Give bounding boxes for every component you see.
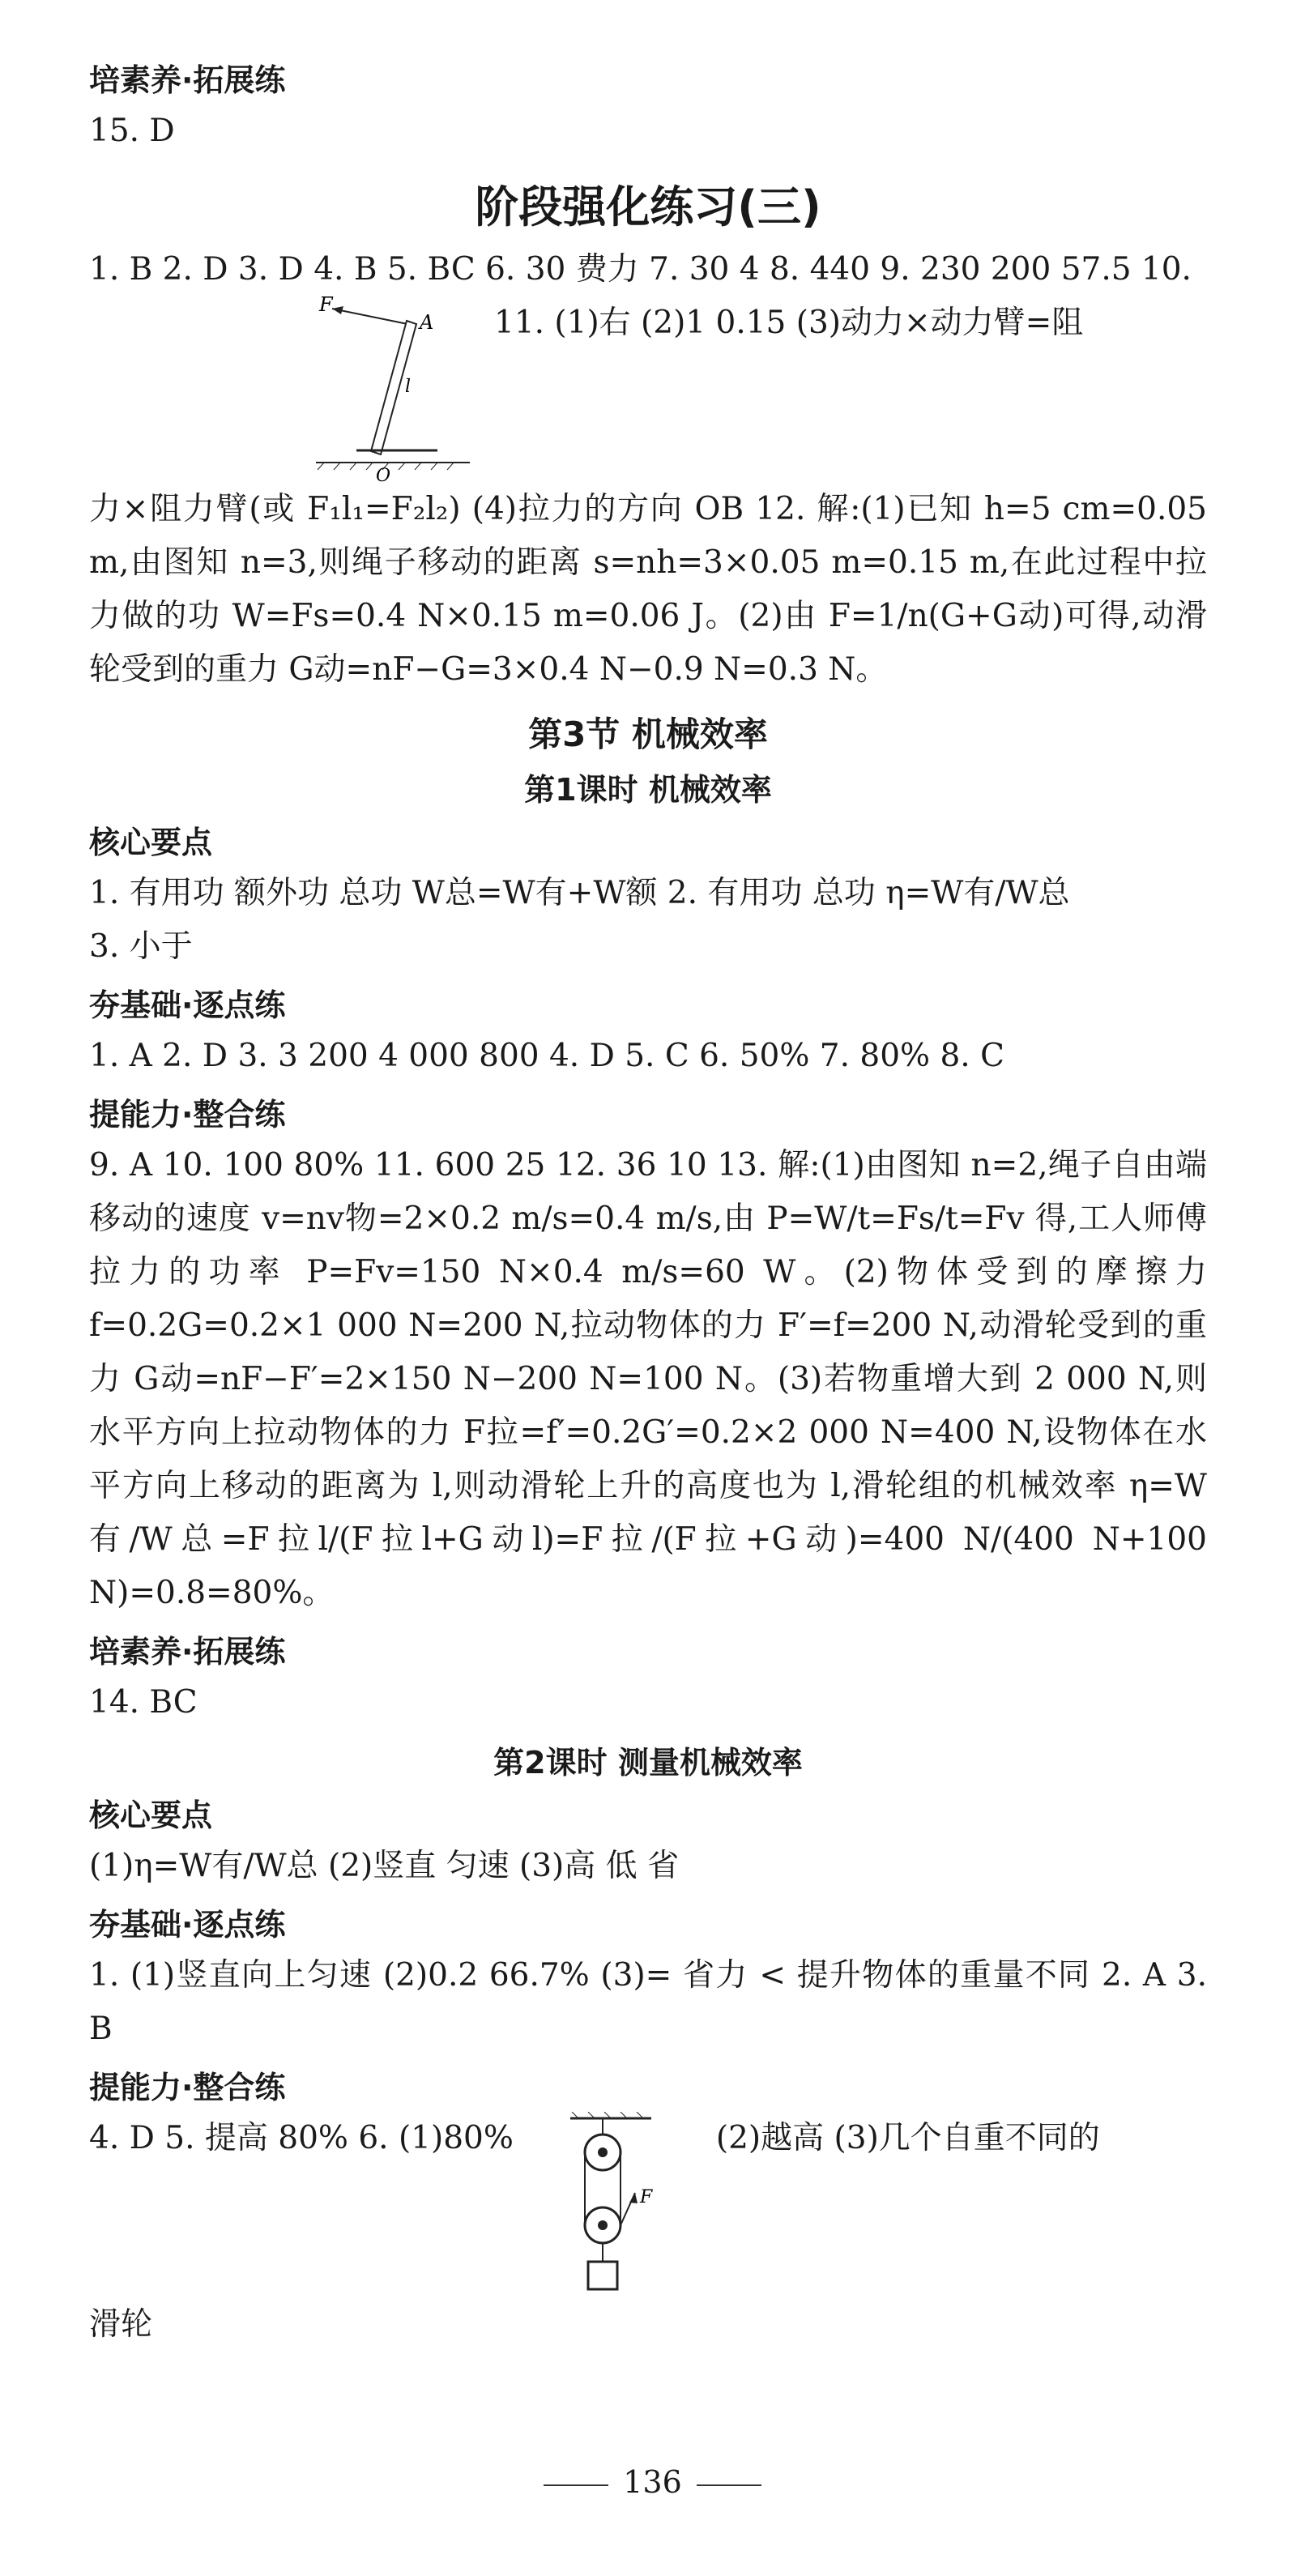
answer-line: (1)η=W有/W总 (2)竖直 匀速 (3)高 低 省 bbox=[89, 1848, 680, 1884]
answer-line: 11. (1)右 (2)1 0.15 (3)动力×动力臂=阻 bbox=[494, 305, 1084, 341]
lever-l-label: l bbox=[405, 377, 412, 397]
section-heading-core: 核心要点 bbox=[89, 825, 213, 860]
answer-page bbox=[89, 49, 1207, 2352]
answer-line: 1. A 2. D 3. 3 200 4 000 800 4. D 5. C 6. 50% 7. 80% 8. C bbox=[89, 1038, 1004, 1074]
answer-line: 15. D bbox=[89, 113, 175, 149]
lever-O-label: O bbox=[376, 466, 391, 483]
pulley-F-label: F bbox=[639, 2187, 653, 2207]
section-heading-basic: 夯基础·逐点练 bbox=[89, 987, 286, 1023]
lesson-title: 第2课时 测量机械效率 bbox=[493, 1745, 803, 1781]
lever-figure bbox=[316, 296, 478, 483]
answer-line: 14. BC bbox=[89, 1684, 198, 1721]
answer-paragraph: 1. (1)竖直向上匀速 (2)0.2 66.7% (3)= 省力 < 提升物体的重量不同 2. A 3. B bbox=[89, 1957, 1207, 2047]
answer-paragraph: 力×阻力臂(或 F₁l₁=F₂l₂) (4)拉力的方向 OB 12. 解:(1)已知 h=5 cm=0.05 m,由图知 n=3,则绳子移动的距离 s=nh=3×0.05 m=0.15 m,在此过程中拉力做的功 W=Fs=0.4 N×0.15 m=0.06 J。(2)由 F=1/n(G+G动)可得,动滑轮受到的重力 G动=nF−G=3×0.4 N−0.9 N=0.3 N。 bbox=[89, 491, 1207, 688]
section-heading-extend: 培素养·拓展练 bbox=[89, 1634, 286, 1670]
lever-row bbox=[89, 296, 1207, 483]
page-number-dash bbox=[697, 2484, 761, 2486]
page-number-dash bbox=[544, 2484, 608, 2486]
section-heading-ability: 提能力·整合练 bbox=[89, 2070, 286, 2105]
section-heading-extend: 培素养·拓展练 bbox=[89, 62, 286, 98]
answer-line: (2)越高 (3)几个自重不同的 bbox=[715, 2120, 1100, 2156]
answer-line: 滑轮 bbox=[89, 2306, 153, 2343]
lesson-title: 第1课时 机械效率 bbox=[524, 772, 772, 808]
page-number-value: 136 bbox=[623, 2464, 682, 2500]
pulley-row bbox=[89, 2112, 1207, 2298]
section-heading-basic: 夯基础·逐点练 bbox=[89, 1907, 286, 1943]
section-heading-ability: 提能力·整合练 bbox=[89, 1097, 286, 1132]
section-heading-core: 核心要点 bbox=[89, 1798, 213, 1833]
stage-title: 阶段强化练习(三) bbox=[475, 181, 821, 232]
answer-line: 3. 小于 bbox=[89, 928, 193, 965]
answer-line: 1. 有用功 额外功 总功 W总=W有+W额 2. 有用功 总功 η=W有/W总 bbox=[89, 875, 1070, 911]
answer-paragraph: 9. A 10. 100 80% 11. 600 25 12. 36 10 13. 解:(1)由图知 n=2,绳子自由端移动的速度 v=nv物=2×0.2 m/s=0.4 m/s,由 P=W/t=Fs/t=Fv 得,工人师傅拉力的功率 P=Fv=150 N×0.4 m/s=60 W。(2)物体受到的摩擦力 f=0.2G=0.2×1 000 N=200 N,拉动物体的力 F′=f=200 N,动滑轮受到的重力 G动=nF−F′=2×150 N−200 N=100 N。(3)若物重增大到 2 000 N,则水平方向上拉动物体的力 F拉=f′=0.2G′=0.2×2 000 N=400 N,设物体在水平方向上移动的距离为 l,则动滑轮上升的高度也为 l,滑轮组的机械效率 η=W有/W总=F拉l/(F拉l+G动l)=F拉/(F拉+G动)=400 N/(400 N+100 N)=0.8=80%。 bbox=[89, 1147, 1207, 1611]
pulley-figure bbox=[554, 2112, 667, 2298]
lever-F-label: F bbox=[319, 296, 333, 316]
answer-line: 4. D 5. 提高 80% 6. (1)80% bbox=[89, 2120, 514, 2156]
page-number bbox=[0, 2464, 1305, 2500]
section-title: 第3节 机械效率 bbox=[528, 714, 768, 754]
answer-paragraph: 1. B 2. D 3. D 4. B 5. BC 6. 30 费力 7. 30 4 8. 440 9. 230 200 57.5 10. bbox=[89, 251, 1192, 288]
lever-A-label: A bbox=[420, 311, 434, 334]
